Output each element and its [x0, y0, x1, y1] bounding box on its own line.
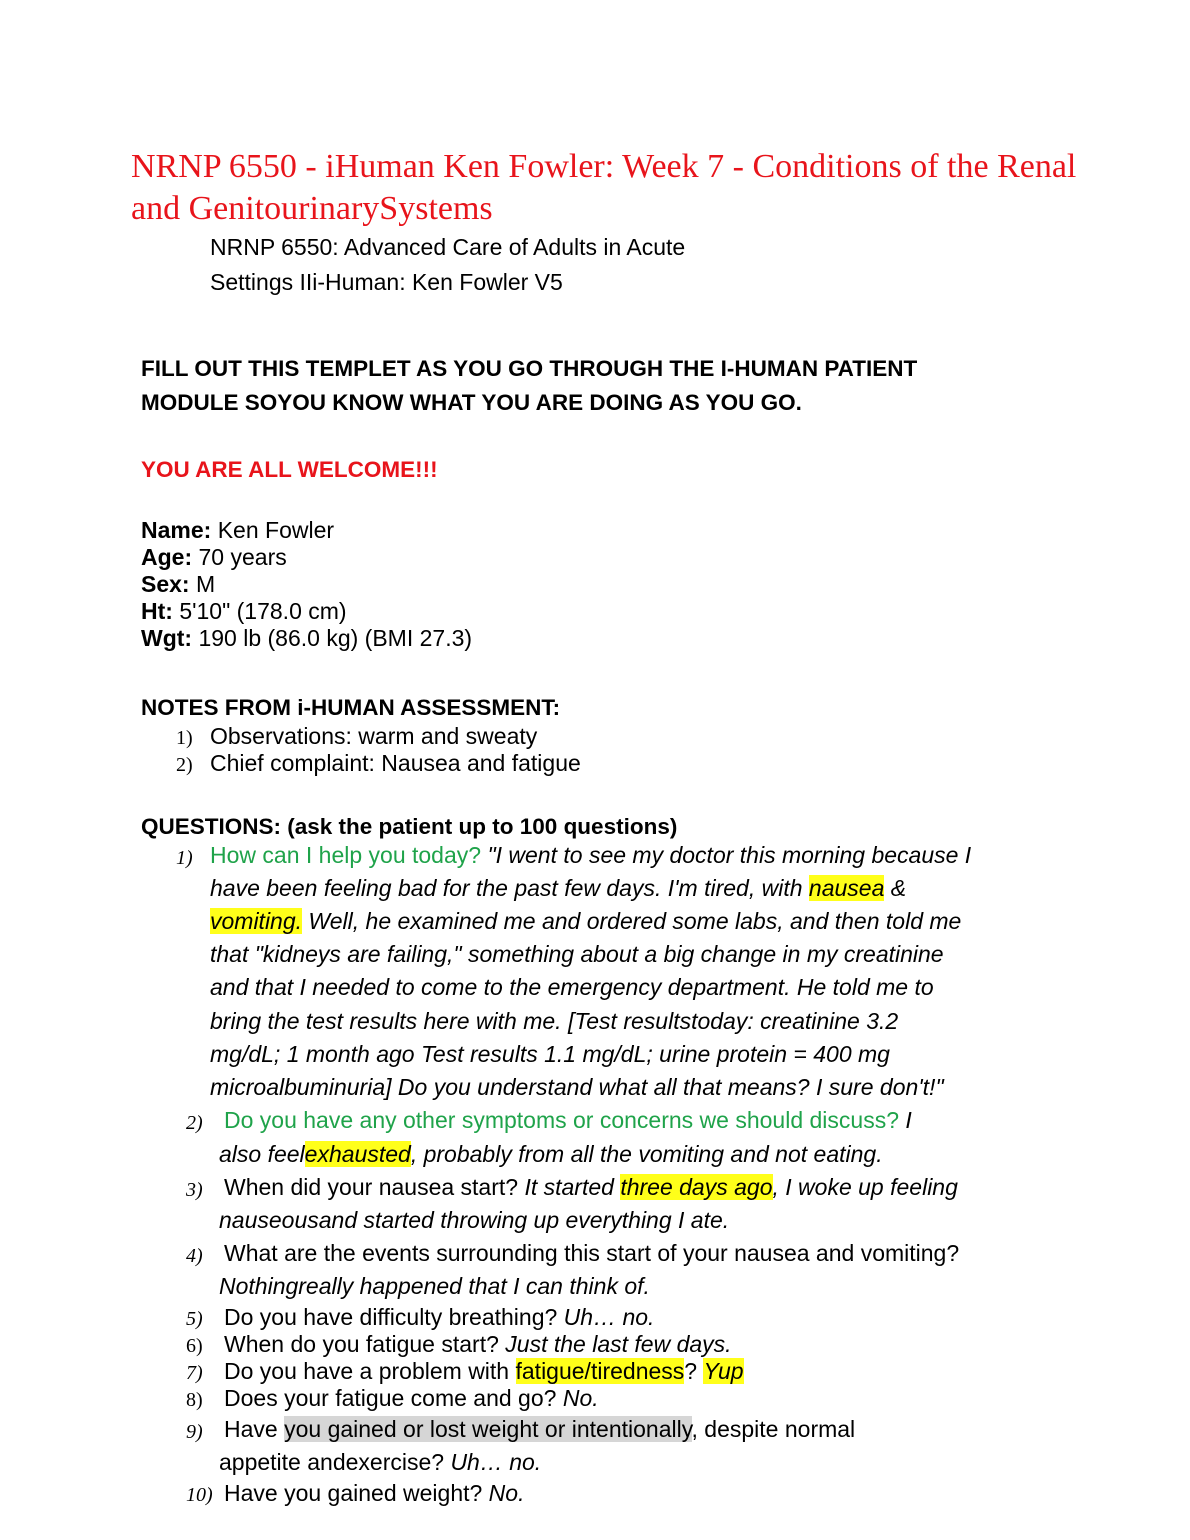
answer-3-line: nauseousand started throwing up everything I ate.: [219, 1207, 730, 1233]
course-subtitle: [210, 230, 685, 300]
answer-2-line: [219, 1141, 883, 1168]
answer-1-line: [210, 908, 961, 935]
wgt-label: Wgt:: [141, 625, 193, 651]
age-label: Age:: [141, 544, 193, 570]
question-7-text: Do you have a problem with: [224, 1358, 516, 1384]
answer-text: I: [899, 1107, 912, 1133]
ht-label: Ht:: [141, 598, 173, 624]
document-title: NRNP 6550 - iHuman Ken Fowler: Week 7 - Conditions of the Renal and GenitourinarySystems: [131, 148, 1077, 227]
question-number: 3): [186, 1179, 203, 1201]
patient-sex-row: [141, 571, 472, 598]
question-text: ?: [684, 1358, 704, 1384]
question-2-line: [224, 1107, 912, 1134]
answer-1-line: that "kidneys are failing," something about a big change in my creatinine: [210, 941, 944, 967]
question-number: 2): [186, 1112, 203, 1134]
highlight-exhausted: exhausted: [304, 1141, 411, 1167]
note-number: 2): [176, 754, 193, 776]
question-10-line: [224, 1480, 524, 1507]
welcome-text: YOU ARE ALL WELCOME!!!: [141, 457, 438, 482]
answer-text: No.: [482, 1480, 525, 1506]
question-number: 9): [186, 1421, 203, 1443]
question-number: 1): [176, 847, 193, 869]
question-number: 8): [186, 1389, 203, 1411]
highlight-answer-yup: Yup: [703, 1358, 744, 1384]
sex-label: Sex:: [141, 571, 190, 597]
question-9-text: Have: [224, 1416, 285, 1442]
questions-heading: QUESTIONS: (ask the patient up to 100 questions): [141, 814, 678, 839]
patient-height-row: [141, 598, 472, 625]
patient-age: 70 years: [198, 544, 287, 570]
answer-1-line: microalbuminuria] Do you understand what all that means? I sure don't!": [210, 1074, 944, 1100]
answer-text: Well, he examined me and ordered some labs, and then told me: [302, 908, 962, 934]
highlight-three-days-ago: three days ago: [620, 1174, 773, 1200]
note-observations: Observations: warm and sweaty: [210, 723, 538, 749]
instructions-line-1: FILL OUT THIS TEMPLET AS YOU GO THROUGH THE I-HUMAN PATIENT: [141, 356, 918, 381]
highlight-fatigue: fatigue/tiredness: [515, 1358, 685, 1384]
question-1-text: How can I help you today?: [210, 842, 482, 868]
answer-1-line: mg/dL; 1 month ago Test results 1.1 mg/dL; urine protein = 400 mg: [210, 1041, 890, 1067]
answer-1-line: [210, 875, 906, 902]
question-5-line: [224, 1304, 654, 1331]
answer-text: Uh… no.: [450, 1449, 542, 1475]
question-3-text: When did your nausea start?: [224, 1174, 519, 1200]
patient-sex: M: [195, 571, 216, 597]
question-number: 4): [186, 1245, 203, 1267]
gray-highlight: you gained or lost weight or intentionally: [284, 1416, 692, 1442]
note-chief-complaint: Chief complaint: Nausea and fatigue: [210, 750, 581, 776]
question-1-line: [210, 842, 971, 869]
question-text: , despite normal: [691, 1416, 856, 1442]
instructions-line-2: MODULE SOYOU KNOW WHAT YOU ARE DOING AS YOU GO.: [141, 390, 802, 415]
question-6-line: [224, 1331, 732, 1358]
question-number: 7): [186, 1362, 203, 1384]
answer-text: No.: [556, 1385, 599, 1411]
answer-text: Just the last few days.: [498, 1331, 732, 1357]
patient-weight: 190 lb (86.0 kg) (BMI 27.3): [198, 625, 473, 651]
question-text: appetite andexercise?: [219, 1449, 451, 1475]
question-2-text: Do you have any other symptoms or concerns we should discuss?: [224, 1107, 899, 1133]
answer-text: &: [884, 875, 907, 901]
patient-info: [141, 517, 472, 652]
question-number: 5): [186, 1308, 203, 1330]
question-9-line: [224, 1416, 855, 1443]
subtitle-line-2: Settings IIi-Human: Ken Fowler V5: [210, 269, 563, 295]
answer-text: Uh… no.: [557, 1304, 655, 1330]
answer-text: also feel: [219, 1141, 305, 1167]
question-3-line: [224, 1174, 958, 1201]
template-instructions: [141, 352, 917, 420]
answer-1-line: bring the test results here with me. [Test resultstoday: creatinine 3.2: [210, 1008, 899, 1034]
answer-text: have been feeling bad for the past few days. I'm tired, with: [210, 875, 809, 901]
patient-age-row: [141, 544, 472, 571]
question-7-line: [224, 1358, 744, 1385]
patient-name: Ken Fowler: [217, 517, 335, 543]
highlight-nausea: nausea: [808, 875, 885, 901]
question-6-text: When do you fatigue start?: [224, 1331, 499, 1357]
patient-weight-row: [141, 625, 472, 652]
answer-1-part: "I went to see my doctor this morning because I: [487, 842, 972, 868]
question-8-line: [224, 1385, 599, 1412]
question-8-text: Does your fatigue come and go?: [224, 1385, 557, 1411]
highlight-vomiting: vomiting.: [210, 908, 303, 934]
answer-text: , I woke up feeling: [772, 1174, 958, 1200]
question-number: 10): [186, 1484, 213, 1506]
note-number: 1): [176, 727, 193, 749]
patient-name-row: [141, 517, 472, 544]
answer-1-line: and that I needed to come to the emergency department. He told me to: [210, 974, 934, 1000]
subtitle-line-1: NRNP 6550: Advanced Care of Adults in Acute: [210, 234, 686, 260]
answer-text: It started: [518, 1174, 621, 1200]
question-4-text: What are the events surrounding this start of your nausea and vomiting?: [224, 1240, 960, 1266]
notes-heading: NOTES FROM i-HUMAN ASSESSMENT:: [141, 695, 561, 720]
name-label: Name:: [141, 517, 212, 543]
question-5-text: Do you have difficulty breathing?: [224, 1304, 558, 1330]
question-number: 6): [186, 1335, 203, 1357]
answer-text: , probably from all the vomiting and not eating.: [410, 1141, 883, 1167]
question-9-line-2: [219, 1449, 541, 1476]
answer-4-line: Nothingreally happened that I can think of.: [219, 1273, 650, 1299]
patient-height: 5'10" (178.0 cm): [179, 598, 347, 624]
question-10-text: Have you gained weight?: [224, 1480, 483, 1506]
